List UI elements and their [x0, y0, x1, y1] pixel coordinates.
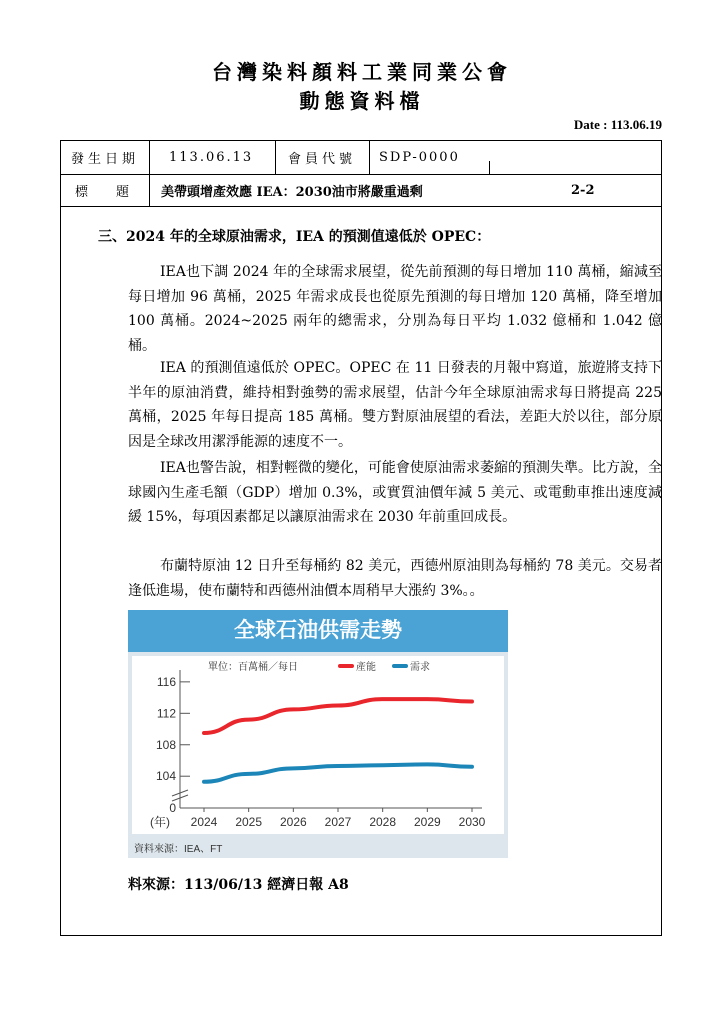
x-tick-label: 2025 — [235, 815, 263, 829]
article-title: 美帶頭增產效應 IEA：2030油市將嚴重過剩 — [161, 185, 423, 200]
paragraph-2: IEA 的預測值遠低於 OPEC。OPEC 在 11 日發表的月報中寫道，旅遊將支持下半年的原油消費，維持相對強勢的需求展望，估計今年全球原油需求每日將提高 225 萬桶，2025 年每日提高 185 萬桶。雙方對原油展望的看法，差距大於以往，部分原因是全球改用潔淨能源的速度不一。 — [128, 360, 662, 450]
legend-label: 需求 — [410, 662, 430, 673]
chart-svg — [132, 656, 504, 834]
member-code-value: SDP-0000 — [379, 150, 460, 165]
section-heading: 三、2024 年的全球原油需求，IEA 的預測值遠低於 OPEC： — [98, 229, 491, 245]
org-name: 台灣染料顏料工業同業公會 — [212, 60, 512, 84]
y-tick-label: 104 — [155, 769, 176, 784]
article-source: 料來源：113/06/13 經濟日報 A8 — [128, 877, 349, 893]
x-axis-prefix: (年) — [150, 815, 170, 829]
occur-date-value: 113.06.13 — [169, 150, 254, 165]
title-label — [61, 175, 149, 206]
chart-unit-label: 單位：百萬桶／每日 — [208, 662, 298, 673]
x-tick-label: 2028 — [369, 815, 397, 829]
y-tick-label: 112 — [156, 706, 176, 721]
paragraph-4: 布蘭特原油 12 日升至每桶約 82 美元，西德州原油則為每桶約 78 美元。交易者逢低進場，使布蘭特和西德州油價本周稍早大漲約 3%。。 — [128, 558, 662, 599]
y-tick-label: 116 — [156, 674, 176, 689]
x-tick-label: 2029 — [413, 815, 441, 829]
series-line-1 — [204, 764, 472, 781]
member-code-label: 會員代號 — [287, 152, 356, 167]
chart-panel — [132, 656, 504, 834]
occur-date-label: 發生日期 — [70, 152, 139, 167]
page-number: 2-2 — [571, 183, 595, 198]
chart-container — [128, 610, 508, 858]
title-label-a: 標 — [75, 185, 89, 200]
title-label-b: 題 — [115, 185, 129, 200]
chart-source: 資料來源：IEA、FT — [134, 844, 223, 855]
y-tick-label: 108 — [155, 737, 176, 752]
chart-title: 全球石油供需走勢 — [128, 610, 508, 652]
x-tick-label: 2030 — [458, 815, 486, 829]
doc-type: 動態資料檔 — [299, 89, 425, 113]
legend-label: 產能 — [356, 662, 376, 673]
x-tick-label: 2024 — [190, 815, 218, 829]
paragraph-1: IEA也下調 2024 年的全球需求展望，從先前預測的每日增加 110 萬桶，縮減至每日增加 96 萬桶，2025 年需求成長也從原先預測的每日增加 120 萬桶，降至增加 100 萬桶。2024~2025 兩年的總需求，分別為每日平均 1.032 億桶和 1.042 億桶。 — [128, 264, 662, 354]
title-row — [61, 175, 661, 207]
info-row — [61, 141, 661, 175]
paragraph-3: IEA也警告說，相對輕微的變化，可能會使原油需求萎縮的預測失準。比方說，全球國內生產毛額（GDP）增加 0.3%，或實質油價年減 5 美元、或電動車推出速度減緩 15%，每項因素都足以讓原油需求在 2030 年前重回成長。 — [128, 460, 662, 525]
x-tick-label: 2026 — [279, 815, 307, 829]
x-tick-label: 2027 — [324, 815, 352, 829]
y-tick-label: 0 — [169, 801, 176, 815]
report-date: Date : 113.06.19 — [573, 117, 662, 132]
series-line-0 — [204, 699, 472, 733]
